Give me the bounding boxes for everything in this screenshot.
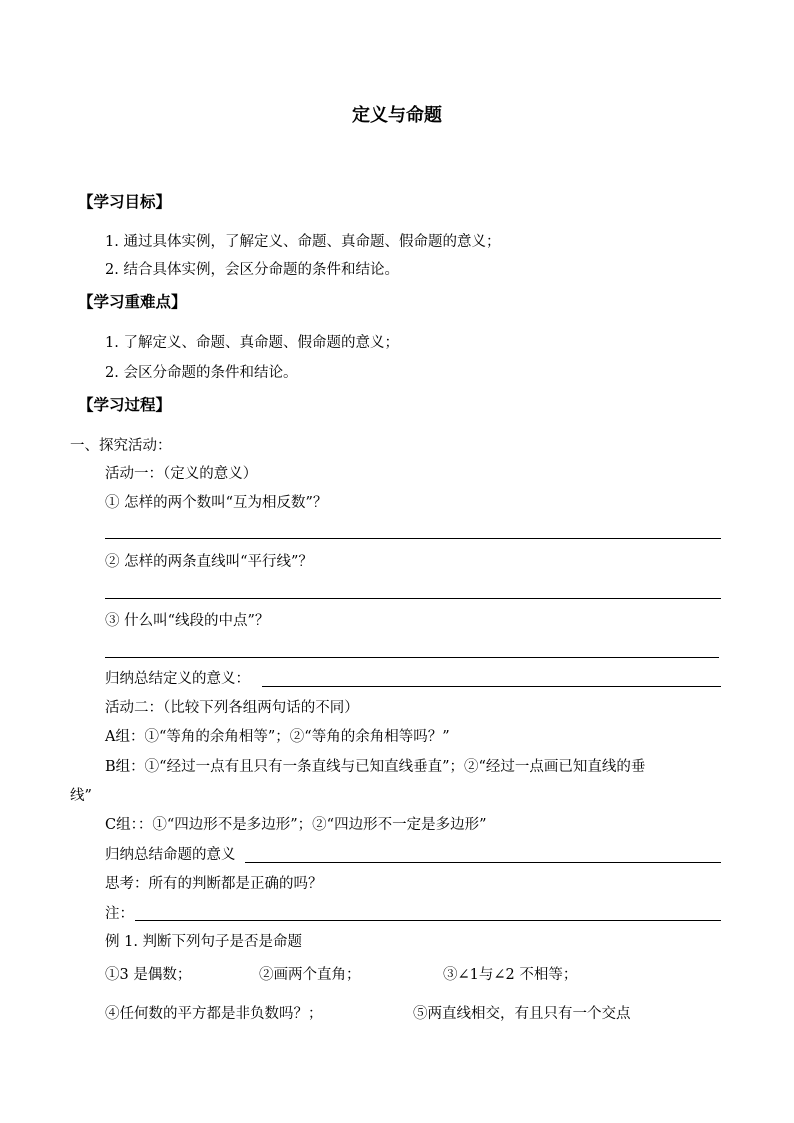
answer-line-2[interactable] bbox=[105, 598, 721, 599]
group-b-text: B组：①“经过一点有且只有一条直线与已知直线垂直”；②“经过一点画已知直线的垂 bbox=[105, 759, 646, 775]
proposition-summary-line[interactable] bbox=[245, 862, 721, 863]
part-one-label: 一、探究活动： bbox=[70, 438, 172, 454]
question-1: ① 怎样的两个数叫“互为相反数”？ bbox=[105, 495, 328, 511]
key-point-item-2: 2. 会区分命题的条件和结论。 bbox=[105, 365, 298, 381]
proposition-summary-label: 归纳总结命题的意义 bbox=[105, 847, 236, 863]
answer-line-3[interactable] bbox=[105, 657, 719, 658]
page-title: 定义与命题 bbox=[352, 105, 442, 126]
goal-item-1: 1. 通过具体实例，了解定义、命题、真命题、假命题的意义； bbox=[105, 234, 501, 250]
question-3: ③ 什么叫“线段的中点”？ bbox=[105, 613, 270, 629]
group-c-text: C组：：①“四边形不是多边形”；②“四边形不一定是多边形” bbox=[105, 817, 487, 833]
example-item-2: ②画两个直角； bbox=[259, 967, 361, 983]
key-point-item-1: 1. 了解定义、命题、真命题、假命题的意义； bbox=[105, 335, 399, 351]
activity-one-label: 活动一：（定义的意义） bbox=[105, 466, 258, 482]
question-2: ② 怎样的两条直线叫“平行线”？ bbox=[105, 554, 313, 570]
example-one-label: 例 1. 判断下列句子是否是命题 bbox=[105, 934, 303, 950]
group-b-text-continued: 线” bbox=[70, 788, 92, 804]
answer-line-1[interactable] bbox=[105, 538, 721, 539]
note-line[interactable] bbox=[135, 920, 721, 921]
note-label: 注： bbox=[105, 906, 134, 922]
example-item-1: ①3 是偶数； bbox=[105, 967, 192, 983]
definition-summary-label: 归纳总结定义的意义： bbox=[105, 671, 250, 687]
group-a-text: A组：①“等角的余角相等”；②“等角的余角相等吗？” bbox=[105, 729, 450, 745]
process-heading: 【学习过程】 bbox=[78, 395, 172, 414]
key-points-heading: 【学习重难点】 bbox=[78, 292, 187, 311]
example-item-5: ⑤两直线相交，有且只有一个交点 bbox=[413, 1006, 631, 1022]
goals-heading: 【学习目标】 bbox=[78, 192, 172, 211]
goal-item-2: 2. 结合具体实例，会区分命题的条件和结论。 bbox=[105, 262, 399, 278]
definition-summary-line[interactable] bbox=[262, 686, 721, 687]
example-item-4: ④任何数的平方都是非负数吗？； bbox=[105, 1006, 323, 1022]
think-question: 思考：所有的判断都是正确的吗？ bbox=[105, 876, 323, 892]
activity-two-label: 活动二：（比较下列各组两句话的不同） bbox=[105, 700, 359, 716]
example-item-3: ③∠1与∠2 不相等； bbox=[443, 967, 578, 983]
